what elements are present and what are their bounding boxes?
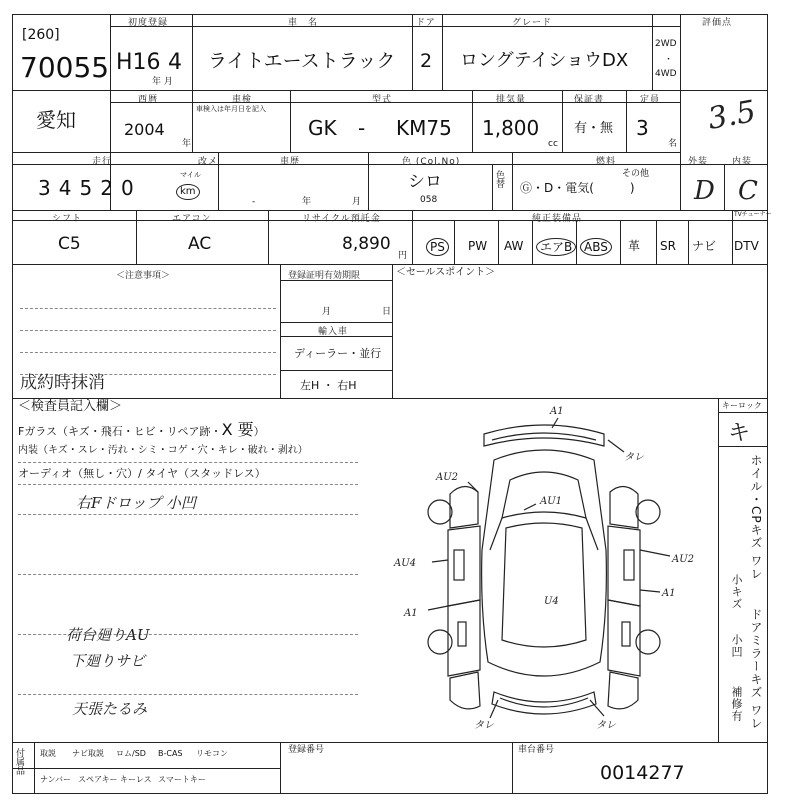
- keylock-hand: キ: [728, 421, 751, 446]
- handle-side: 左H ・ 右H: [300, 379, 357, 392]
- caution-text: 成約時抹消: [20, 373, 105, 393]
- mark-fender-au2: AU2: [436, 472, 459, 483]
- acc-plate: ナンバー: [40, 775, 72, 784]
- chassis-number: 0014277: [600, 762, 685, 784]
- recycle-unit: 円: [398, 251, 408, 261]
- grade: ロングテイショウDX: [460, 50, 629, 71]
- eval-score: 3.5: [705, 94, 759, 137]
- side-hand-1: 小キズ: [730, 574, 743, 610]
- year-label: 西暦: [138, 95, 159, 105]
- history-month: 月: [352, 197, 362, 207]
- glass-line: Fガラス（キズ・飛石・ヒビ・リペア跡・: [18, 425, 222, 438]
- mileage-digit: 0: [120, 176, 142, 200]
- capacity-label: 定員: [640, 95, 661, 105]
- equip-abs: ABS: [580, 238, 612, 256]
- hand-note-4: 天張たるみ: [72, 700, 148, 718]
- model-prefix: GK: [308, 116, 337, 140]
- mark-left-au4: AU4: [394, 558, 417, 569]
- import-value: ディーラー・並行: [294, 347, 382, 360]
- side-hand-2: 小凹: [730, 634, 743, 658]
- equip-dtv: DTV: [734, 239, 759, 253]
- keylock-label: キーロック: [722, 401, 762, 410]
- equip-sr: SR: [660, 239, 676, 253]
- tuner-label: TVチューナー: [734, 211, 772, 218]
- acc-keyless: キーレス: [120, 775, 152, 784]
- exterior: D: [694, 176, 715, 206]
- year: 2004: [124, 120, 165, 139]
- color-no: 058: [420, 195, 438, 205]
- repair-note: 補修有: [730, 686, 743, 722]
- reg-no-label: 登録番号: [288, 745, 325, 755]
- mark-roof-au1: AU1: [540, 496, 563, 507]
- car-name-label: 車 名: [288, 18, 319, 28]
- glass-end: ）: [253, 425, 265, 438]
- ac: AC: [188, 234, 212, 254]
- inspector-title: ＜検査員記入欄＞: [18, 399, 123, 414]
- eval-label: 評価点: [702, 18, 733, 28]
- mark-front-a1: A1: [550, 406, 564, 417]
- mileage-label: 走行: [92, 157, 113, 167]
- caution-label: ＜注意事項＞: [116, 271, 171, 281]
- color-label: 色 (Col.No): [402, 157, 461, 167]
- region: 愛知: [36, 108, 76, 132]
- acc-remote: リモコン: [196, 749, 228, 758]
- exterior-label: 外装: [688, 157, 709, 167]
- mileage-digit: 5: [79, 176, 101, 200]
- capacity-unit: 名: [668, 139, 678, 149]
- acc-navi-manual: ナビ取説: [72, 749, 104, 758]
- year-era: H16: [116, 50, 161, 75]
- reg-month: 4: [168, 50, 182, 75]
- color: シロ: [408, 172, 442, 192]
- equip-leather: 革: [628, 239, 641, 253]
- displacement-unit: cc: [548, 139, 558, 149]
- interior-line: 内装（キズ・スレ・汚れ・シミ・コゲ・穴・キレ・破れ・剥れ）: [18, 445, 308, 456]
- import-label: 輸入車: [318, 327, 349, 337]
- interior-label: 内装: [732, 157, 753, 167]
- equip-ps: PS: [426, 238, 449, 256]
- hand-note-1: 右Fドロップ 小凹: [76, 494, 196, 512]
- audio-line: オーディオ（無し・穴）/ タイヤ（スタッドレス）: [18, 467, 266, 480]
- shift-label: シフト: [52, 214, 83, 224]
- hand-note-3: 下廻りサビ: [70, 652, 146, 670]
- mark-bed-u4: U4: [544, 596, 559, 607]
- chassis-label: 車台番号: [518, 745, 555, 755]
- warranty-label: 保証書: [574, 95, 605, 105]
- doors: 2: [420, 50, 433, 72]
- mileage-unit-mile: マイル: [180, 171, 201, 179]
- fuel-label: 燃料: [596, 157, 617, 167]
- year-unit: 年: [182, 139, 192, 149]
- model-dash: -: [358, 116, 366, 140]
- model-label: 型式: [372, 95, 393, 105]
- meter-label: 改メ: [198, 157, 219, 167]
- interior: C: [738, 176, 758, 206]
- acc-manual: 取説: [40, 749, 56, 758]
- auction-sheet: [260] 70055 初度登録 H16 4 年 月 車 名 ライトエーストラック ドア 2 グレード ロングテイショウDX 2WD ・ 4WD 評価点 3.5 愛知 西暦 2004 年 車検 車検入は年月日を記入 型式 GK - KM75 排気量 1,800 cc 保証書 有・無 定員 3 名 走行 34520 マイル km 改メ 車歴 - 年 月 色 (Col.No) シロ 058 色 替 燃料 Ⓖ・D・電気( ) その他 外装 内装 D C シフト C5 エアコン AC リサイクル預託金 8,890 円 純正装備品 TVチューナー PS PW AW エアB ABS 革 SR ナビ DTV ＜注意事項＞ 成約時抹消 登録証明有効期限 月 日 輸入車 ディーラー・並行 左H ・ 右H ＜セールスポイント＞ ＜検査員記入欄＞ Fガラス（キズ・飛石・ヒビ・リペア跡・X 要） 内装（キズ・スレ・汚れ・シミ・コゲ・穴・キレ・破れ・剥れ） オーディオ（無し・穴）/ タイヤ（スタッドレス） 右Fドロップ 小凹 荷台廻りAU 下廻りサビ 天張たるみ A1 タレ AU2 AU1 AU4 A1 U4 AU2 A1 タレ タレ キーロック キ ホイル・CPキズ ワレ ドアミラーキズ ワレ 小キズ 小凹 補修有 付属品 取説 ナビ取説 ロム/SD B-CAS リモコン ナンバー スペアキー キーレス スマートキー 登録番号 車台番号 0014277: [12, 14, 768, 794]
- mirror-note: ドアミラーキズ ワレ: [749, 608, 763, 730]
- history-dash: -: [252, 197, 256, 207]
- fuel-options: Ⓖ・D・電気( ): [520, 181, 635, 195]
- acc-rom: ロム/SD: [116, 749, 146, 758]
- car-name: ライトエーストラック: [208, 50, 396, 72]
- mark-right-au2: AU2: [672, 554, 695, 565]
- mileage-digit: 4: [58, 176, 80, 200]
- shift: C5: [58, 234, 81, 254]
- acc-spare-key: スペアキー: [78, 775, 118, 784]
- car-diagram: [374, 400, 714, 740]
- lot-number: 70055: [20, 51, 110, 84]
- equip-navi: ナビ: [692, 239, 717, 253]
- acc-smart-key: スマートキー: [158, 775, 206, 784]
- ac-label: エアコン: [172, 214, 212, 224]
- lot-code: [260]: [22, 27, 60, 43]
- mark-rear-tare-left: タレ: [474, 720, 494, 731]
- recycle-label: リサイクル預託金: [302, 214, 381, 224]
- mark-front-tare: タレ: [624, 452, 644, 463]
- warranty: 有・無: [574, 121, 614, 136]
- grade-label: グレード: [512, 18, 553, 28]
- history-year: 年: [302, 197, 312, 207]
- mileage-digit: 2: [100, 176, 121, 200]
- wheel-note: ホイル・CPキズ ワレ: [749, 454, 763, 581]
- hand-note-2: 荷台廻りAU: [66, 626, 150, 644]
- model: KM75: [396, 116, 452, 140]
- mark-rear-tare-right: タレ: [596, 720, 616, 731]
- doors-label: ドア: [416, 18, 436, 28]
- ym-unit: 年 月: [152, 77, 173, 87]
- displacement: 1,800: [482, 116, 540, 140]
- mileage-unit-km: km: [176, 184, 200, 200]
- glass-mark: X 要: [221, 420, 254, 439]
- color-change: 色 替: [496, 171, 506, 190]
- fuel-other: その他: [622, 169, 650, 179]
- reg-label: 初度登録: [128, 18, 169, 28]
- sales-point-label: ＜セールスポイント＞: [396, 267, 496, 278]
- equipment-label: 純正装備品: [532, 214, 583, 224]
- mark-right-a1: A1: [662, 588, 676, 599]
- inspection-label: 車検: [232, 95, 253, 105]
- equip-aw: AW: [504, 239, 524, 253]
- capacity: 3: [636, 116, 649, 140]
- acc-bcas: B-CAS: [158, 749, 183, 758]
- displacement-label: 排気量: [496, 95, 527, 105]
- inspection-note: 車検入は年月日を記入: [196, 105, 266, 113]
- equip-airbag: エアB: [536, 238, 576, 256]
- expiry-day: 日: [382, 307, 392, 317]
- equip-pw: PW: [468, 239, 488, 253]
- drive-2wd: 2WD: [655, 39, 677, 49]
- reg-expiry-label: 登録証明有効期限: [288, 271, 361, 281]
- history-label: 車歴: [280, 157, 301, 167]
- expiry-month: 月: [322, 307, 332, 317]
- recycle-amount: 8,890: [342, 234, 391, 254]
- drive-4wd: 4WD: [655, 69, 677, 79]
- mark-left-a1: A1: [404, 608, 418, 619]
- mileage-digit: 3: [38, 176, 59, 200]
